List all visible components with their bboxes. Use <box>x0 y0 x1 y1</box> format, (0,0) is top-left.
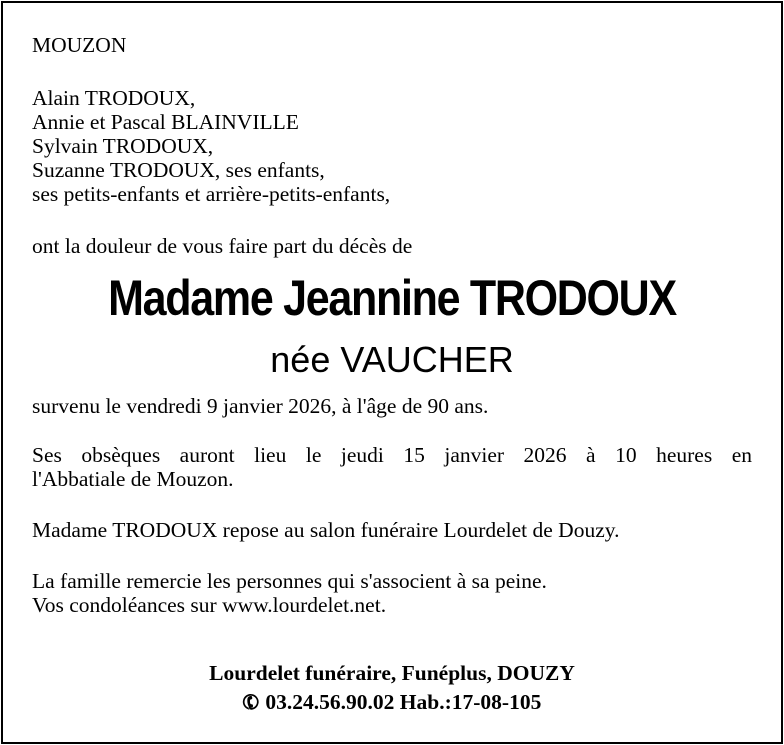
condolences-text: Vos condoléances sur www.lourdelet.net. <box>32 593 387 617</box>
phone-number: 03.24.56.90.02 Hab.:17-08-105 <box>265 690 542 714</box>
family-member: ses petits-enfants et arrière-petits-enfants, <box>32 182 391 206</box>
family-member: Annie et Pascal BLAINVILLE <box>32 110 299 134</box>
phone-line <box>0 690 784 715</box>
funeral-line-2: l'Abbatiale de Mouzon. <box>32 467 234 491</box>
family-member: Suzanne TRODOUX, ses enfants, <box>32 158 325 182</box>
family-member: Alain TRODOUX, <box>32 86 196 110</box>
thanks-text: La famille remercie les personnes qui s'associent à sa peine. <box>32 569 547 593</box>
deceased-name: Madame Jeannine TRODOUX <box>108 270 676 326</box>
town-name: MOUZON <box>32 33 127 57</box>
intro-text: ont la douleur de vous faire part du décès de <box>32 234 413 258</box>
funeral-company: Lourdelet funéraire, Funéplus, DOUZY <box>209 661 575 685</box>
funeral-line-1: Ses obsèques auront lieu le jeudi 15 janvier 2026 à 10 heures en <box>32 443 752 467</box>
phone-icon: ✆ <box>238 689 264 717</box>
death-notice: survenu le vendredi 9 janvier 2026, à l'âge de 90 ans. <box>32 394 489 418</box>
repose-text: Madame TRODOUX repose au salon funéraire Lourdelet de Douzy. <box>32 518 620 542</box>
family-member: Sylvain TRODOUX, <box>32 134 214 158</box>
maiden-name: née VAUCHER <box>270 339 514 380</box>
